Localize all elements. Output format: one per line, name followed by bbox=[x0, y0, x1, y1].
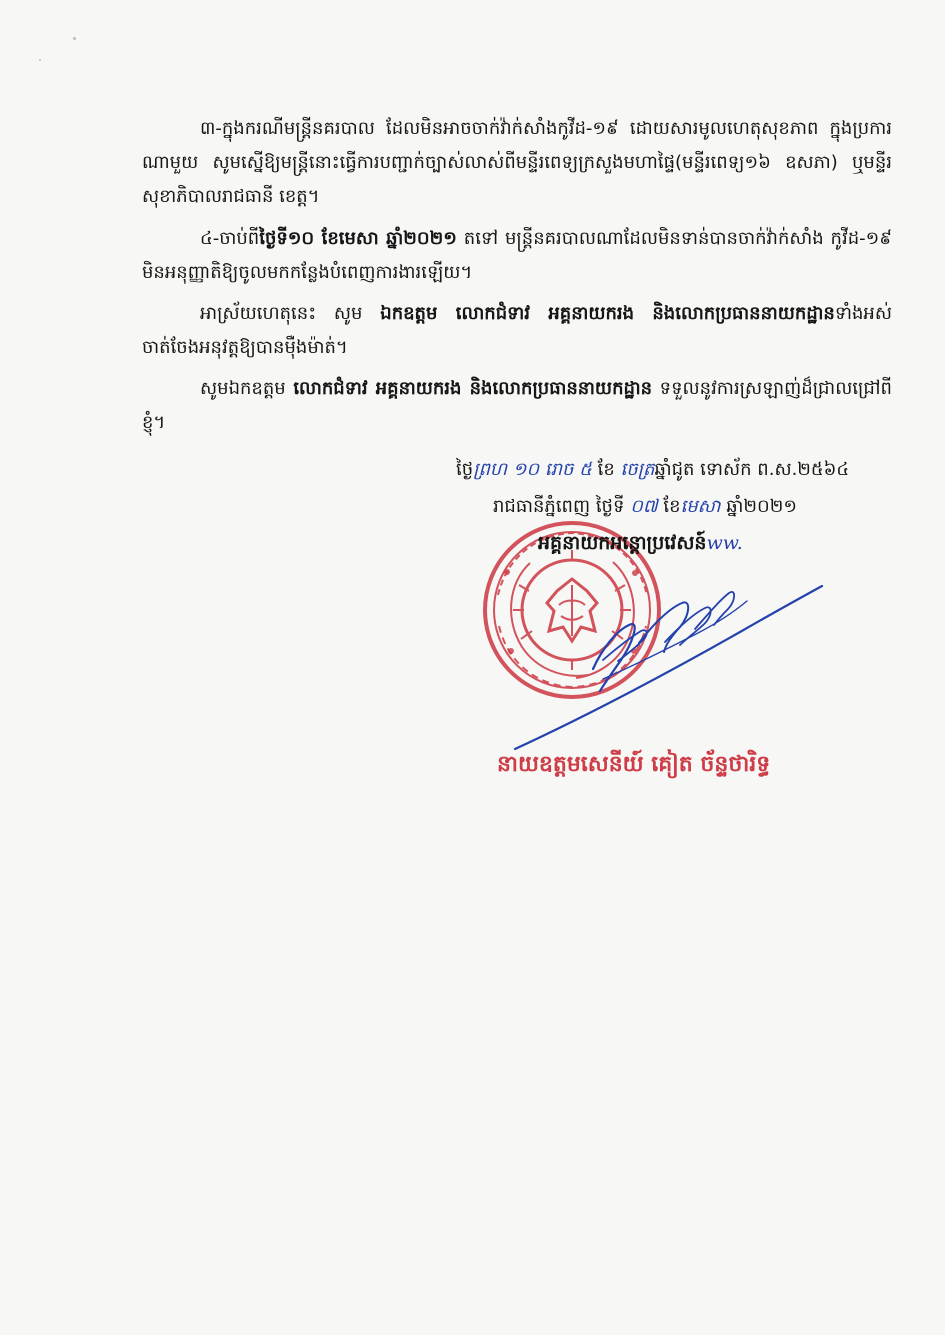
lunar-date-line bbox=[456, 455, 896, 485]
solar-month-label: ខែ bbox=[657, 496, 681, 517]
paragraph-4-date: ថ្ងៃទី១០ ខែមេសា ឆ្នាំ២០២១ bbox=[259, 228, 457, 249]
request-prefix: អាស្រ័យហេតុនេះ សូម bbox=[200, 303, 381, 324]
signatory-title-text: អគ្គនាយកអន្តោប្រវេសន៍ bbox=[538, 532, 707, 554]
signatory-name: នាយឧត្តមសេនីយ៍ គៀត ច័ន្ទថារិទ្ធ bbox=[497, 752, 771, 777]
solar-year-text: ឆ្នាំ២០២១ bbox=[720, 496, 798, 517]
handwritten-lunar-day: ព្រហ ១០ រោច ៥ bbox=[473, 459, 592, 480]
closing-prefix: សូមឯកឧត្តម bbox=[200, 378, 294, 399]
paragraph-item-3 bbox=[142, 112, 892, 214]
handwritten-lunar-month: ចេត្រ bbox=[620, 459, 655, 480]
paragraph-3-text: ៣-ក្នុងករណីមន្ត្រីនគរបាល ដែលមិនអាចចាក់វ៉ាក់សាំងកូវីដ-១៩ ដោយសារមូលហេតុសុខភាព ក្នុងប្រការណាមួយ សូមស្នើឱ្យមន្ត្រីនោះធ្វើការបញ្ជាក់ច្បាស់លាស់ពីមន្ទីរពេទ្យក្រសួងមហាផ្ទៃ(មន្ទីរពេទ្យ១៦ ឧសភា) ឬមន្ទីរសុខាភិបាលរាជធានី ខេត្ត។ bbox=[142, 118, 892, 207]
request-body: ទាំងអស់ ចាត់ចែងអនុវត្តឱ្យបានម៉ឺងម៉ាត់។ bbox=[142, 303, 892, 358]
scan-dust-mark bbox=[73, 37, 76, 40]
handwritten-solar-month: មេសា bbox=[680, 496, 721, 517]
paragraph-4-prefix: ៤-ចាប់ពី bbox=[200, 228, 260, 249]
lunar-date-prefix: ថ្ងៃ bbox=[456, 459, 474, 480]
paragraph-request bbox=[142, 297, 892, 365]
paragraph-closing bbox=[142, 372, 892, 440]
signatory-title-handwritten-suffix: ww. bbox=[706, 532, 743, 554]
closing-recipients: លោកជំទាវ អគ្គនាយករង និងលោកប្រធាននាយកដ្ឋាន bbox=[293, 378, 653, 399]
closing-body: ទទួលនូវការស្រឡាញ់ដ៏ជ្រាលជ្រៅពីខ្ញុំ។ bbox=[142, 378, 892, 433]
handwritten-solar-day: ០៧ bbox=[630, 496, 658, 517]
lunar-month-label: ខែ bbox=[591, 459, 621, 480]
scan-dust-mark bbox=[39, 59, 41, 61]
solar-date-prefix: រាជធានីភ្នំពេញ ថ្ងៃទី bbox=[493, 496, 631, 517]
signatory-title bbox=[538, 528, 838, 558]
request-recipients: ឯកឧត្តម លោកជំទាវ អគ្គនាយករង និងលោកប្រធាននាយកដ្ឋាន bbox=[380, 303, 835, 324]
lunar-year-text: ឆ្នាំជូត ទោស័ក ព.ស.២៥៦៤ bbox=[654, 459, 850, 480]
paragraph-4-body: តទៅ មន្ត្រីនគរបាលណាដែលមិនទាន់បានចាក់វ៉ាក់សាំង កូវីដ-១៩ មិនអនុញ្ញាតិឱ្យចូលមកកន្លែងបំពេញការងារឡើយ។ bbox=[142, 228, 892, 283]
letter-body bbox=[142, 112, 892, 448]
paragraph-item-4 bbox=[142, 222, 892, 290]
